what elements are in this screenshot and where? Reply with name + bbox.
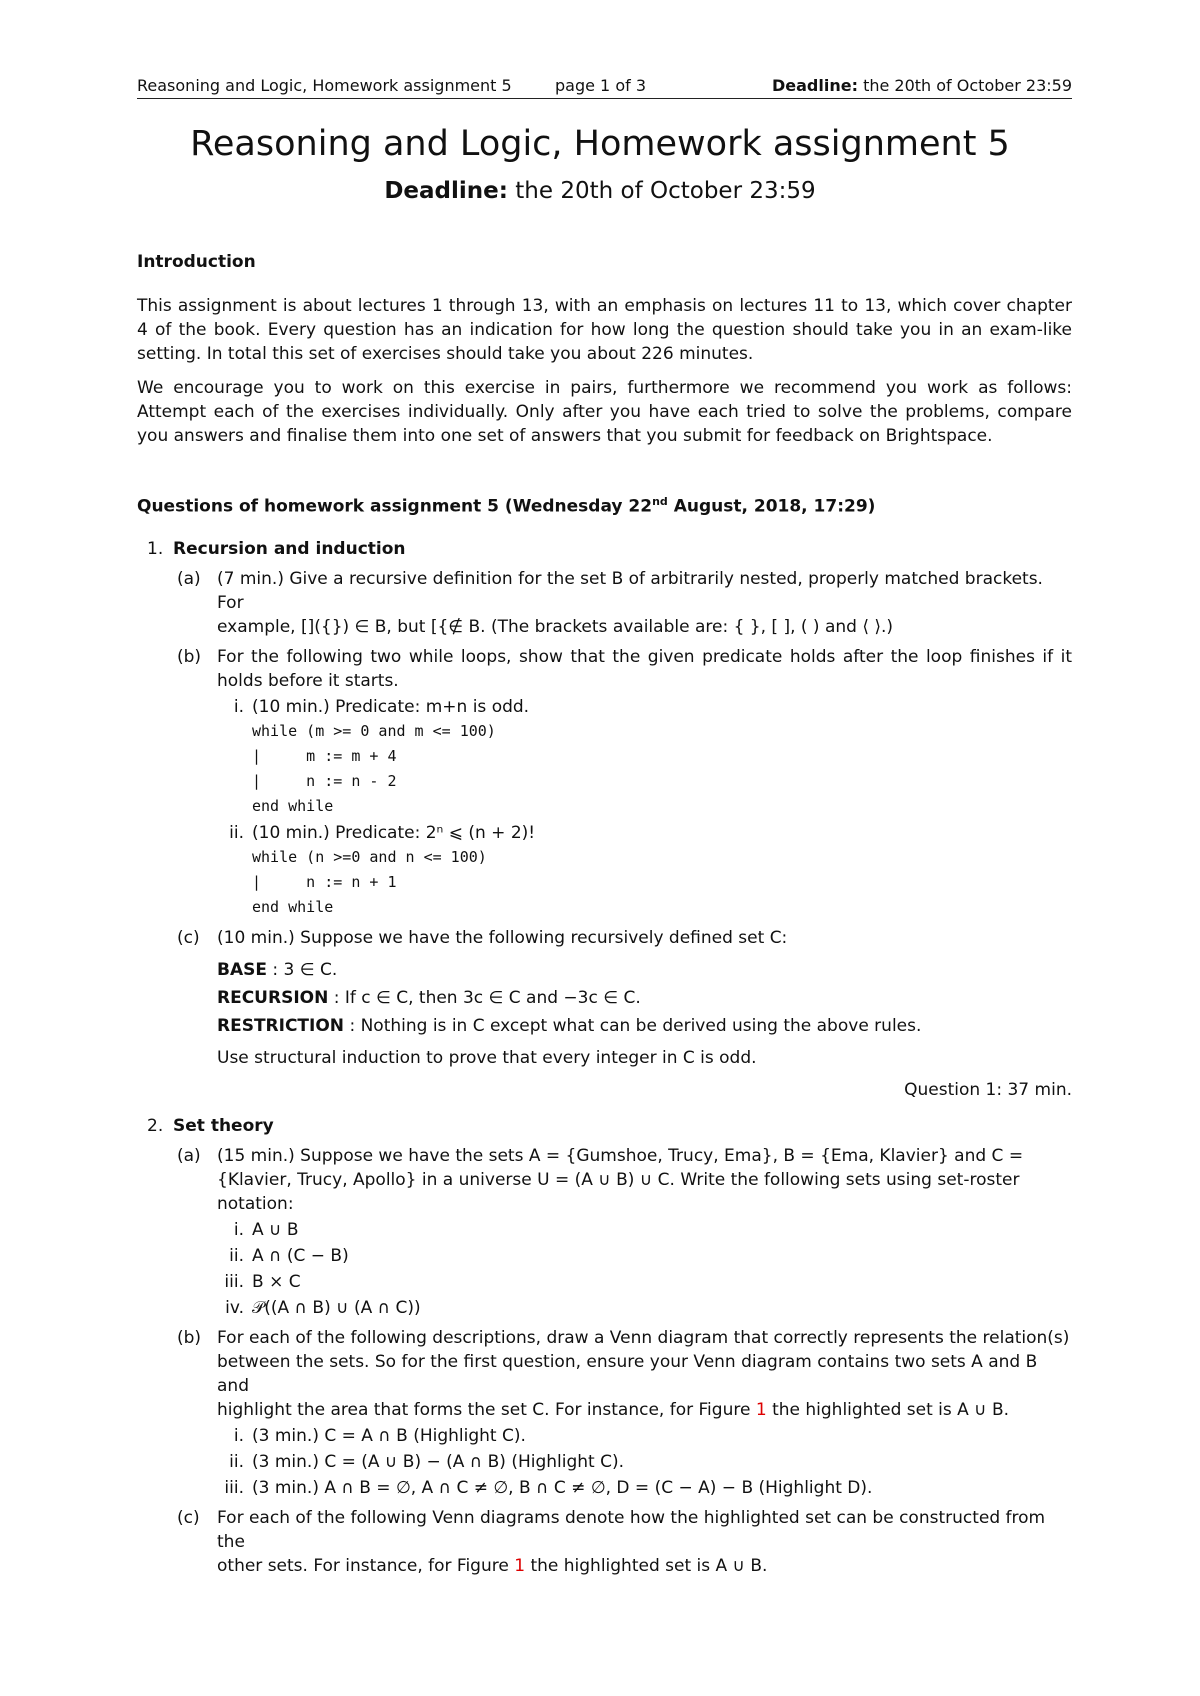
restriction-text: : Nothing is in C except what can be derived using the above rules. (344, 1015, 922, 1036)
base-text: : 3 ∈ C. (266, 959, 338, 980)
q2-a-iv-text: 𝒫((A ∩ B) ∪ (A ∩ C)) (252, 1297, 421, 1318)
q2-a-i-text: A ∪ B (252, 1219, 299, 1240)
q1-b-i (137, 695, 1072, 719)
definition-base (217, 956, 1072, 984)
q2-b-i (137, 1424, 1072, 1448)
q2-b-label: (b) (177, 1327, 202, 1348)
q2-part-b (137, 1326, 1072, 1422)
intro-heading: Introduction (137, 252, 256, 272)
questions-heading (137, 490, 1072, 519)
q2-b-ii-text: (3 min.) C = (A ∪ B) − (A ∩ B) (Highlight C). (252, 1451, 625, 1472)
q2-a-line1: (15 min.) Suppose we have the sets A = {Gumshoe, Trucy, Ema}, B = {Ema, Klavier} and C = (217, 1145, 1024, 1166)
subtitle-label: Deadline: (384, 178, 508, 204)
figure-1-link-2[interactable]: 1 (514, 1555, 526, 1576)
header-deadline (772, 74, 1072, 98)
q1-a-line2: example, []({}) ∈ B, but [{∉ B. (The brackets available are: { }, [ ], ( ) and ⟨ ⟩.) (217, 616, 894, 637)
q1-part-c (137, 926, 1072, 950)
base-keyword: BASE (217, 959, 267, 980)
q1-b-ii (137, 821, 1072, 845)
q2-a-iii-label: iii. (224, 1271, 244, 1292)
questions-heading-pre: Questions of homework assignment 5 (Wednesday 22 (137, 496, 653, 517)
q2-a-ii-label: ii. (229, 1245, 244, 1266)
questions-heading-sup: nd (652, 495, 668, 508)
question-1-total: Question 1: 37 min. (904, 1079, 1072, 1100)
q2-part-a (137, 1144, 1072, 1216)
restriction-keyword: RESTRICTION (217, 1015, 345, 1036)
definition-restriction (217, 1012, 1072, 1040)
q1-b-label: (b) (177, 646, 202, 667)
q1-a-label: (a) (177, 568, 201, 589)
q1-b-ii-text: (10 min.) Predicate: 2ⁿ ⩽ (n + 2)! (252, 822, 536, 843)
q2-a-iii (137, 1270, 1072, 1294)
header-title: Reasoning and Logic, Homework assignment 5 (137, 76, 512, 95)
q2-a-line2: {Klavier, Trucy, Apollo} in a universe U = (A ∪ B) ∪ C. Write the following sets using set-roster (217, 1169, 1020, 1190)
running-header (137, 74, 1072, 99)
q2-a-label: (a) (177, 1145, 201, 1166)
q1-part-b (137, 645, 1072, 693)
q2-c-line2 (217, 1554, 1072, 1578)
content (137, 250, 1072, 1578)
header-deadline-value: the 20th of October 23:59 (863, 76, 1072, 95)
q1-b-i-code: while (m >= 0 and m <= 100) | m := m + 4 | n := n - 2 end while (252, 721, 496, 815)
intro-paragraph-1: This assignment is about lectures 1 through 13, with an emphasis on lectures 11 to 13, which cover chapter 4 of the book. Every question has an indication for how long the question should take you in an exam-like setting. In total this set of exercises should take you about 226 minutes. (137, 296, 1072, 364)
q2-b-ii-label: ii. (229, 1451, 244, 1472)
question-2 (137, 1114, 1072, 1138)
q2-c-line1: For each of the following Venn diagrams denote how the highlighted set can be constructed from the (217, 1507, 1046, 1552)
q2-a-iii-text: B × C (252, 1271, 301, 1292)
figure-1-link[interactable]: 1 (755, 1399, 767, 1420)
q2-part-c (137, 1506, 1072, 1578)
q2-b-iii-label: iii. (224, 1477, 244, 1498)
subtitle-value: the 20th of October 23:59 (515, 178, 816, 204)
question-2-title: Set theory (173, 1115, 274, 1136)
q1-a-line1: (7 min.) Give a recursive definition for the set B of arbitrarily nested, properly matched brackets. For (217, 568, 1043, 613)
page-title: Reasoning and Logic, Homework assignment 5 (190, 124, 1010, 164)
q2-a-ii-text: A ∩ (C − B) (252, 1245, 349, 1266)
page-subtitle (0, 176, 1200, 206)
q1-b-ii-code: while (n >=0 and n <= 100) | n := n + 1 end while (252, 847, 487, 916)
q2-b-ii (137, 1450, 1072, 1474)
q2-c-line2-pre: other sets. For instance, for Figure (217, 1555, 515, 1576)
q2-b-iii-text: (3 min.) A ∩ B = ∅, A ∩ C ≠ ∅, B ∩ C ≠ ∅, D = (C − A) − B (Highlight D). (252, 1477, 873, 1498)
q2-b-line3 (217, 1398, 1072, 1422)
q2-b-line1: For each of the following descriptions, draw a Venn diagram that correctly represents the relation(s) (217, 1327, 1070, 1348)
q1-b-text: For the following two while loops, show that the given predicate holds after the loop finishes if it holds before it starts. (217, 646, 1072, 691)
q1-part-a (137, 567, 1072, 639)
q2-a-iv (137, 1296, 1072, 1320)
q1-c-label: (c) (177, 927, 200, 948)
question-1 (137, 537, 1072, 561)
q1-b-i-text: (10 min.) Predicate: m+n is odd. (252, 696, 530, 717)
q1-b-i-label: i. (233, 696, 244, 717)
q2-b-line3-pre: highlight the area that forms the set C. For instance, for Figure (217, 1399, 756, 1420)
q2-b-iii (137, 1476, 1072, 1500)
header-page-number: page 1 of 3 (555, 76, 646, 95)
intro-paragraph-2: We encourage you to work on this exercise in pairs, furthermore we recommend you work as follows: Attempt each of the exercises individually. Only after you have each tried to solve the problems, compare you answers and finalise them into one set of answers that you submit for feedback on Brightspace. (137, 378, 1072, 446)
q1-c-text: (10 min.) Suppose we have the following recursively defined set C: (217, 927, 788, 948)
q1-c-after: Use structural induction to prove that every integer in C is odd. (217, 1047, 757, 1068)
q2-b-i-label: i. (233, 1425, 244, 1446)
recursion-text: : If c ∈ C, then 3c ∈ C and −3c ∈ C. (328, 987, 641, 1008)
recursion-keyword: RECURSION (217, 987, 329, 1008)
question-2-number: 2. (147, 1115, 164, 1136)
q2-b-line2: between the sets. So for the first question, ensure your Venn diagram contains two sets A and B and (217, 1351, 1038, 1396)
q2-a-i (137, 1218, 1072, 1242)
question-1-title: Recursion and induction (173, 538, 406, 559)
q2-a-line3: notation: (217, 1193, 294, 1214)
q1-b-ii-label: ii. (229, 822, 244, 843)
header-deadline-label: Deadline: (771, 76, 858, 95)
q2-b-i-text: (3 min.) C = A ∩ B (Highlight C). (252, 1425, 526, 1446)
q2-b-line3-post: the highlighted set is A ∪ B. (766, 1399, 1010, 1420)
q2-a-i-label: i. (233, 1219, 244, 1240)
definition-recursion (217, 984, 1072, 1012)
q2-c-line2-post: the highlighted set is A ∪ B. (525, 1555, 768, 1576)
q2-c-label: (c) (177, 1507, 200, 1528)
q1-c-definition (137, 956, 1072, 1072)
q2-a-ii (137, 1244, 1072, 1268)
question-1-number: 1. (147, 538, 164, 559)
q2-a-iv-label: iv. (225, 1297, 244, 1318)
questions-heading-post: August, 2018, 17:29) (667, 496, 876, 517)
